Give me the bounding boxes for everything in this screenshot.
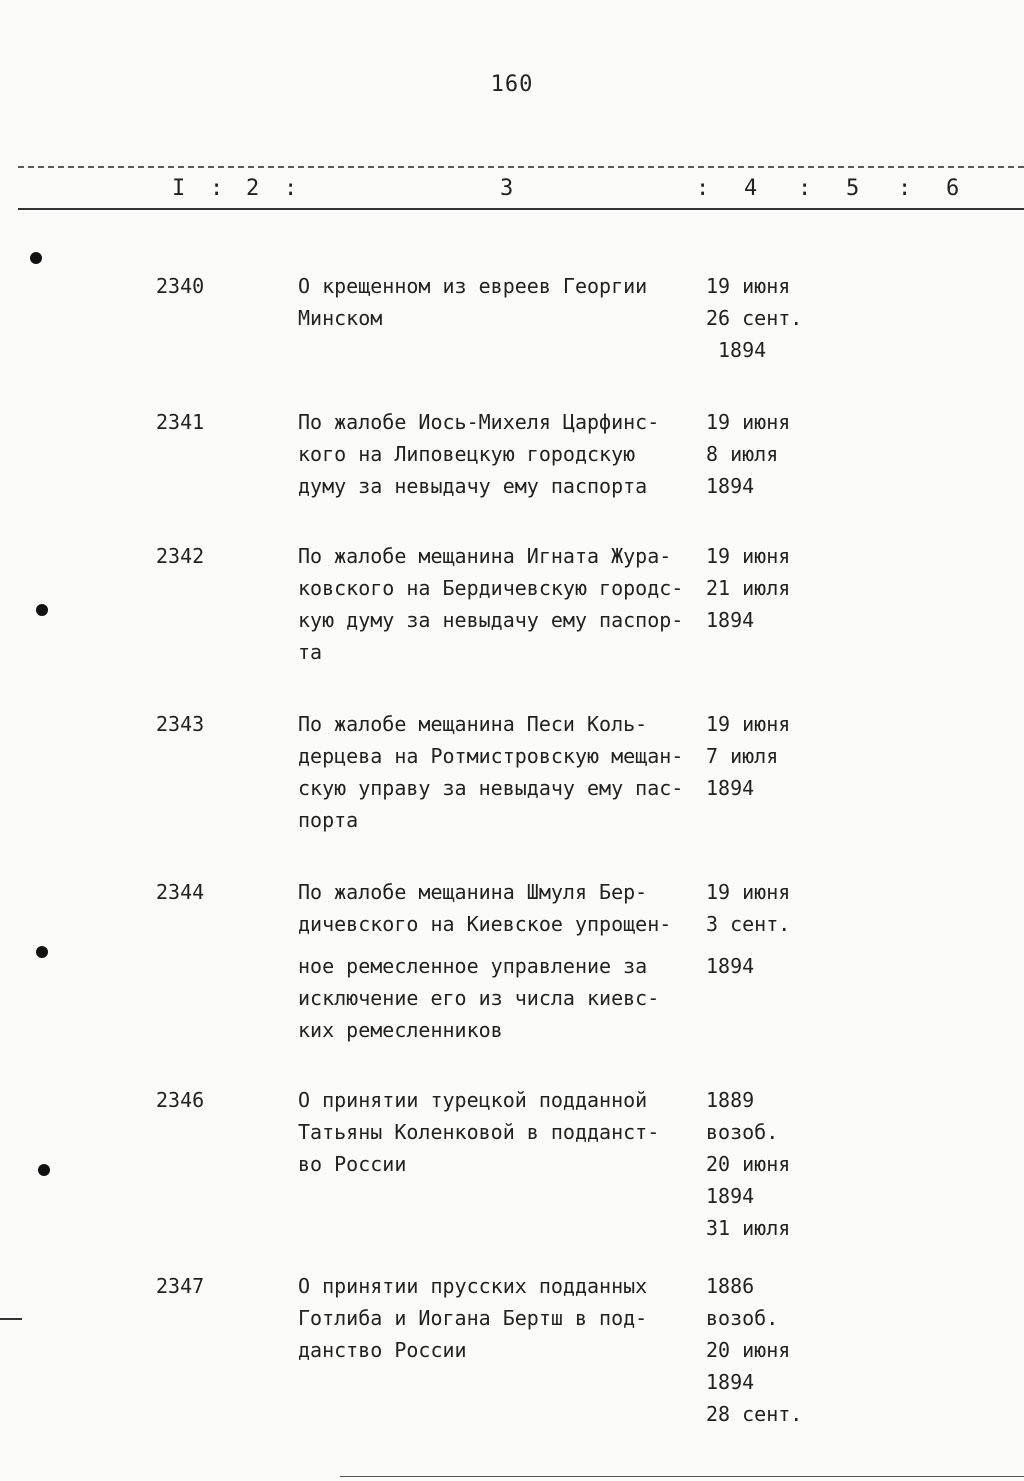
entry-number: 2340 — [156, 274, 205, 298]
date-line: 1894 — [718, 338, 767, 362]
entry-dates — [706, 708, 790, 804]
date-line: 19 июня — [706, 880, 791, 904]
entry-title — [298, 876, 698, 1046]
title-line: порта — [298, 808, 359, 832]
title-line: дерцева на Ротмистровскую мещан- — [298, 744, 684, 768]
date-line: 1889 — [706, 1088, 755, 1112]
title-line: дичевского на Киевское упрощен- — [298, 912, 672, 936]
entry-number: 2343 — [156, 712, 205, 736]
title-line: данство России — [298, 1338, 467, 1362]
entry-dates — [706, 1270, 802, 1430]
title-line: та — [298, 640, 323, 664]
column-1-label: I — [172, 176, 186, 201]
entry-number: 2344 — [156, 880, 205, 904]
entry-title — [298, 406, 698, 502]
entry-number: 2346 — [156, 1088, 205, 1112]
date-line: 1894 — [706, 474, 755, 498]
entry-title — [298, 1084, 698, 1180]
date-line: 19 июня — [706, 274, 791, 298]
date-line: 8 июля — [706, 442, 779, 466]
date-line: возоб. — [706, 1306, 779, 1330]
date-line: 1894 — [706, 954, 755, 978]
date-line: 7 июля — [706, 744, 779, 768]
entry-dates — [706, 540, 790, 636]
date-line: 19 июня — [706, 544, 791, 568]
header-bottom-rule — [18, 208, 1024, 210]
title-line: По жалобе мещанина Игната Жура- — [298, 544, 672, 568]
title-line: исключение его из числа киевс- — [298, 986, 660, 1010]
entry-dates — [706, 1084, 790, 1244]
title-line: По жалобе мещанина Песи Коль- — [298, 712, 648, 736]
title-line: ковского на Бердичевскую городс- — [298, 576, 684, 600]
column-separator: : — [210, 176, 224, 201]
bottom-edge-line — [340, 1476, 1024, 1477]
entry-number: 2342 — [156, 544, 205, 568]
title-line: О принятии прусских подданных — [298, 1274, 648, 1298]
date-line: 1886 — [706, 1274, 755, 1298]
date-line: 1894 — [706, 1370, 755, 1394]
date-line: возоб. — [706, 1120, 779, 1144]
date-line: 21 июля — [706, 576, 791, 600]
column-separator: : — [284, 176, 298, 201]
entry-title — [298, 270, 698, 334]
title-line: скую управу за невыдачу ему пас- — [298, 776, 684, 800]
entry-number: 2341 — [156, 410, 205, 434]
column-separator: : — [696, 176, 710, 201]
entry-dates — [706, 406, 790, 502]
entry-title — [298, 1270, 698, 1366]
header-top-rule — [18, 166, 1024, 168]
date-line: 1894 — [706, 608, 755, 632]
column-separator: : — [898, 176, 912, 201]
punch-hole — [30, 252, 42, 264]
page-number: 160 — [490, 72, 534, 97]
date-line: 1894 — [706, 776, 755, 800]
punch-hole — [36, 946, 48, 958]
date-line: 26 сент. — [706, 306, 803, 330]
column-5-label: 5 — [846, 176, 860, 201]
margin-mark — [0, 1318, 22, 1320]
punch-hole — [36, 604, 48, 616]
column-6-label: 6 — [946, 176, 960, 201]
date-line: 20 июня — [706, 1152, 791, 1176]
entry-number: 2347 — [156, 1274, 205, 1298]
entry-dates — [706, 876, 790, 982]
title-line: кую думу за невыдачу ему паспор- — [298, 608, 684, 632]
entry-dates — [706, 270, 802, 366]
entry-title — [298, 708, 698, 836]
date-line: 19 июня — [706, 712, 791, 736]
date-line: 20 июня — [706, 1338, 791, 1362]
column-header — [0, 176, 1024, 206]
column-4-label: 4 — [744, 176, 758, 201]
column-3-label: 3 — [500, 176, 514, 201]
punch-hole — [38, 1164, 50, 1176]
title-line: По жалобе мещанина Шмуля Бер- — [298, 880, 648, 904]
title-line: ких ремесленников — [298, 1018, 503, 1042]
title-line: О крещенном из евреев Георгии — [298, 274, 648, 298]
title-line: во России — [298, 1152, 407, 1176]
title-line: По жалобе Иось-Михеля Царфинс- — [298, 410, 660, 434]
title-line: О принятии турецкой подданной — [298, 1088, 648, 1112]
title-line: ное ремесленное управление за — [298, 954, 648, 978]
column-separator: : — [798, 176, 812, 201]
date-line: 19 июня — [706, 410, 791, 434]
title-line: Готлиба и Иогана Бертш в под- — [298, 1306, 648, 1330]
date-line: 1894 — [706, 1184, 755, 1208]
entry-title — [298, 540, 698, 668]
title-line: кого на Липовецкую городскую — [298, 442, 636, 466]
column-2-label: 2 — [246, 176, 260, 201]
title-line: Татьяны Коленковой в подданст- — [298, 1120, 660, 1144]
date-line: 28 сент. — [706, 1402, 803, 1426]
date-line: 31 июля — [706, 1216, 791, 1240]
title-line: думу за невыдачу ему паспорта — [298, 474, 648, 498]
date-line: 3 сент. — [706, 912, 791, 936]
title-line: Минском — [298, 306, 383, 330]
